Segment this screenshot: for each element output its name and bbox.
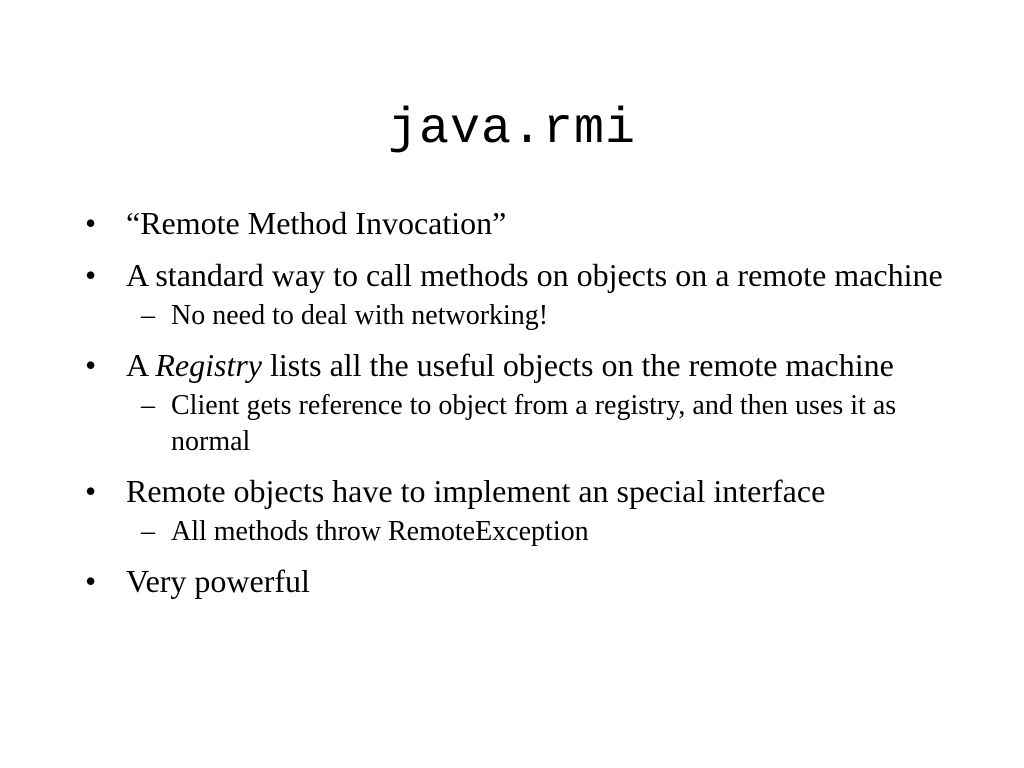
sub-bullet-item (126, 388, 955, 460)
dash-icon: – (141, 516, 155, 547)
bullet-list (85, 202, 955, 612)
sub-bullet-list (126, 514, 955, 550)
sub-bullet-list (126, 388, 955, 460)
sub-bullet-text: No need to deal with networking! (171, 300, 549, 331)
sub-bullet-text: Client gets reference to object from a registry, and then uses it as normal (171, 390, 897, 457)
bullet-item (85, 560, 955, 602)
dash-icon: – (141, 390, 155, 421)
bullet-text-prefix: A (126, 347, 156, 383)
sub-bullet-list (126, 298, 955, 334)
dash-icon: – (141, 300, 155, 331)
sub-bullet-text: All methods throw RemoteException (171, 516, 589, 547)
sub-bullet-item (126, 514, 955, 550)
sub-bullet-item (126, 298, 955, 334)
bullet-text-suffix: lists all the useful objects on the remote machine (261, 347, 894, 383)
bullet-text: A standard way to call methods on objects on a remote machine (126, 257, 943, 293)
bullet-item (85, 202, 955, 244)
registry-term: Registry (155, 347, 262, 383)
bullet-text: Very powerful (126, 563, 310, 599)
bullet-icon: • (85, 563, 97, 599)
bullet-text: Remote objects have to implement an special interface (126, 473, 826, 509)
bullet-icon: • (85, 257, 97, 293)
bullet-item (85, 254, 955, 334)
bullet-icon: • (85, 473, 97, 509)
bullet-icon: • (85, 205, 97, 241)
bullet-text: “Remote Method Invocation” (126, 205, 507, 241)
slide-title: java.rmi (387, 101, 637, 158)
bullet-item (85, 344, 955, 460)
bullet-item (85, 470, 955, 550)
bullet-icon: • (85, 347, 97, 383)
